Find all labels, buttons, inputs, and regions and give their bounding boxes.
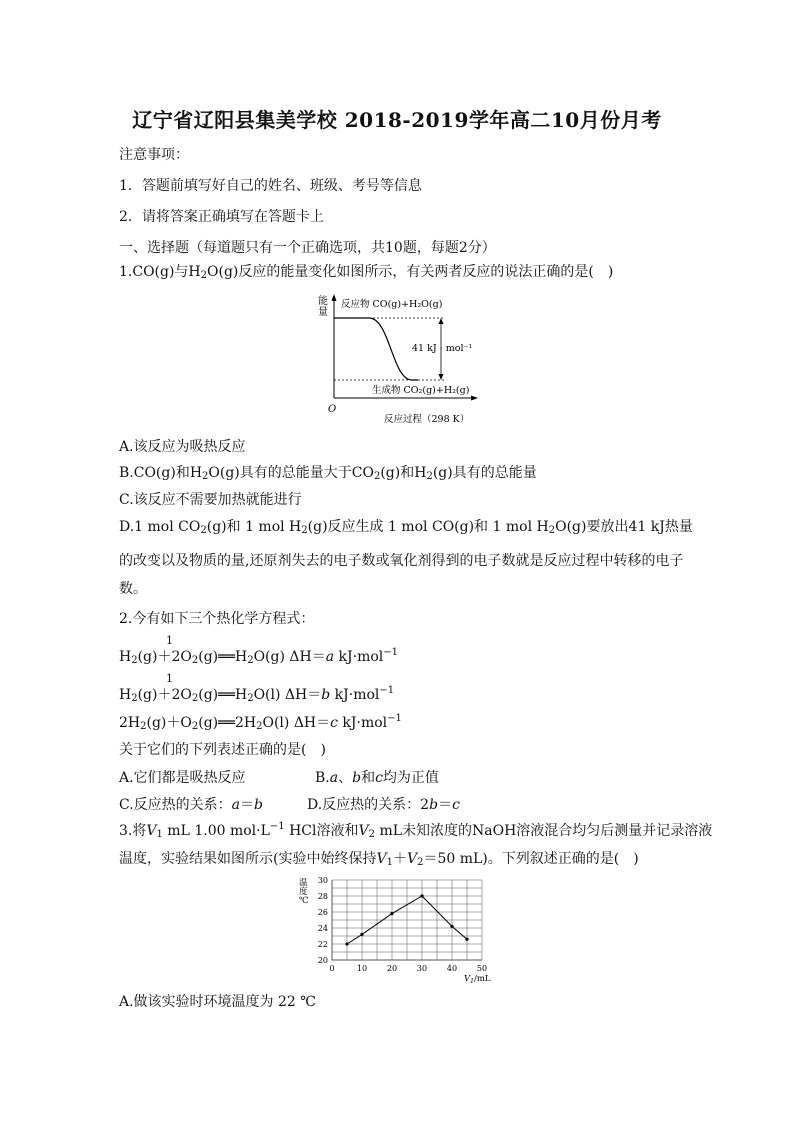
chart-reactant-label: 反应物 CO(g)+H₂O(g) [341,299,443,310]
stray-paragraph: 的改变以及物质的量,还原剂失去的电子数或氧化剂得到的电子数就是反应过程中转移的电子数。 [119,553,684,597]
data-point [390,912,393,915]
x-tick-label: 10 [356,964,368,973]
q1-option-d: D.1 mol $CO_2(g)$和 1 mol $H_2(g)$反应生成 1 mol CO(g)和 1 mol $H_2O(g)$要放出41 kJ热量 [119,519,693,536]
x-tick-label: 0 [329,964,335,973]
q2-equation-3: $2H_2(g)+O_2(g)══2H_2O(l)$ ΔH＝c kJ·mol$^{-1}$ [119,713,402,732]
y-tick-label: 20 [317,956,328,965]
x-tick-label: 40 [446,964,458,973]
q3-stem-1: 3.将$V_1$ mL 1.00 $mol\cdot L^{-1}$ HCl溶液和$V_2$ mL未知浓度的NaOH溶液混合均匀后测量并记录溶液 [119,821,713,840]
y-tick-label: 28 [317,892,328,901]
q1-stem: 1.CO(g)与$H_2O(g)$反应的能量变化如图所示，有关两者反应的说法正确的是( ) [119,264,614,281]
q2-ask: 关于它们的下列表述正确的是( ) [119,742,326,758]
q1-option-c: C.该反应不需要加热就能进行 [119,492,302,508]
q2-option-a: A.它们都是吸热反应 [119,770,246,786]
y-tick-label: 26 [317,908,328,917]
data-point [345,942,348,945]
q1-option-b: B.CO(g)和$H_2O(g)$具有的总能量大于$CO_2(g)$和$H_2(g)$具有的总能量 [119,465,537,482]
temp-ylabel-1: 温 [299,878,308,888]
chart-energy-curve [334,318,418,380]
q1-option-a: A.该反应为吸热反应 [119,439,246,455]
x-tick-label: 30 [416,964,428,973]
data-point [465,938,468,941]
notice-heading: 注意事项： [119,147,189,163]
q2-equation-1: $H_2(g)+2O_2(g)══H_2O(g)$ ΔH＝a kJ·mol$^{-1}$ [119,647,399,666]
q2-stem: 2.今有如下三个热化学方程式： [119,611,315,627]
page-title: 辽宁省辽阳县集美学校 2018-2019学年高二10月份月考 [132,108,662,132]
eq1-fraction-numerator: 1 [166,634,173,647]
q3-stem-2: 温度，实验结果如图所示(实验中始终保持$V_1+V_2=50$ mL)。下列叙述正确的是( ) [119,851,639,868]
y-tick-label: 30 [317,876,328,885]
temp-ylabel-2: 度 [299,887,308,897]
data-point [450,925,453,928]
chart-xlabel: 反应过程（298 K） [384,414,470,425]
data-point [360,933,363,936]
chart-origin-label: O [328,404,337,415]
chart-ylabel-2: 量 [318,307,328,318]
q2-equation-2: $H_2(g)+2O_2(g)══H_2O(l)$ ΔH＝b kJ·mol$^{-1}$ [119,685,395,704]
temp-xlabel: $V_1/mL$ [464,974,491,984]
notice-item-1: 1．答题前填写好自己的姓名、班级、考号等信息 [119,178,422,194]
eq2-fraction-numerator: 1 [166,672,173,685]
q1-energy-chart [312,290,492,428]
data-point [420,894,423,897]
q3-temperature-chart [296,872,496,984]
section-heading: 一、选择题（每道题只有一个正确选项，共10题，每题2分） [119,240,496,256]
notice-item-2: 2．请将答案正确填写在答题卡上 [119,209,324,225]
q2-option-d: D.反应热的关系：2b＝c [307,797,460,813]
y-tick-label: 24 [317,924,328,933]
chart-energy-label: 41 kJ · mol⁻¹ [412,343,473,354]
y-tick-label: 22 [317,940,328,949]
chart-ylabel-1: 能 [318,296,328,307]
chart-product-label: 生成物 CO₂(g)+H₂(g) [372,385,470,396]
q2-option-c: C.反应热的关系：a＝b [119,797,263,813]
q3-option-a: A.做该实验时环境温度为 22 ℃ [119,994,316,1010]
x-tick-label: 20 [386,964,398,973]
q2-option-b: B.a、b和c均为正值 [315,770,439,786]
x-tick-label: 50 [476,964,488,973]
temp-ylabel-3: ℃ [299,896,309,906]
